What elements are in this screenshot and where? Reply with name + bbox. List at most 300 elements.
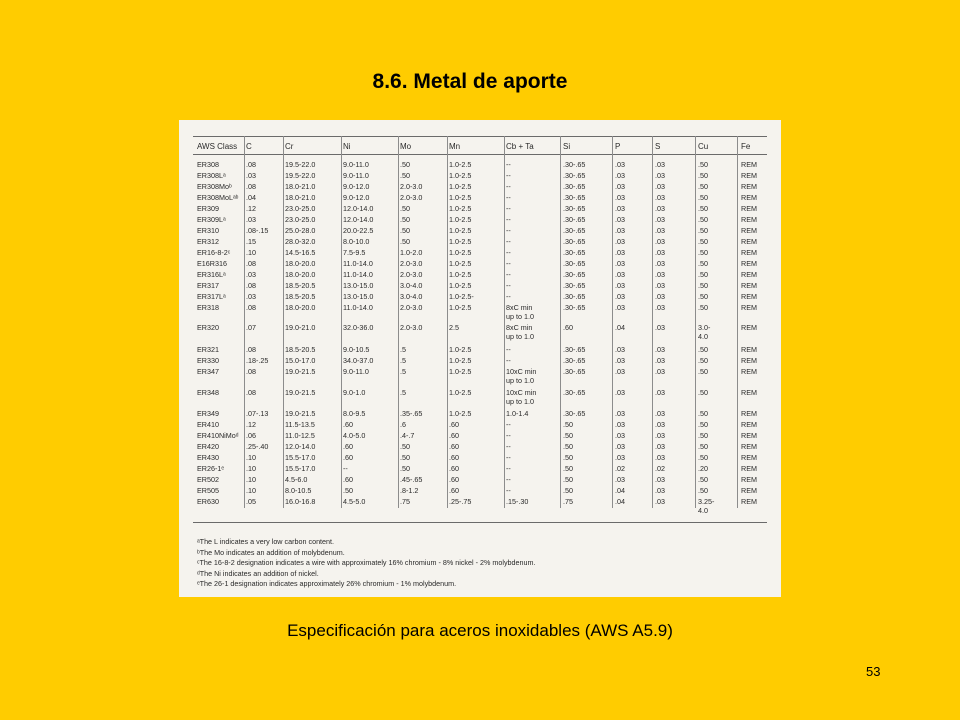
- table-cell: 1.0-2.5: [449, 226, 472, 235]
- table-cell: .03: [655, 475, 665, 484]
- table-cell: .03: [655, 292, 665, 301]
- table-cell: .30-.65: [563, 248, 586, 257]
- table-cell: 7.5-9.5: [343, 248, 366, 257]
- table-cell: 15.5-17.0: [285, 453, 316, 462]
- table-cell: .50: [698, 475, 708, 484]
- table-cell: .08: [246, 303, 256, 312]
- table-cell: .08: [246, 160, 256, 169]
- table-cell: 2.0-3.0: [400, 270, 423, 279]
- table-cell: .15-.30: [506, 497, 529, 506]
- table-cell: 2.0-3.0: [400, 323, 423, 332]
- table-cell: .50: [400, 464, 410, 473]
- table-cell: REM: [741, 259, 757, 268]
- table-cell: .50: [698, 226, 708, 235]
- table-cell: .5: [400, 367, 406, 376]
- table-cell: 23.0-25.0: [285, 204, 316, 213]
- table-cell: REM: [741, 193, 757, 202]
- table-cell: 1.0-2.5: [449, 248, 472, 257]
- column-header: Si: [563, 142, 571, 151]
- table-cell: 18.5-20.5: [285, 292, 316, 301]
- table-cell: 3.0- 4.0: [698, 323, 711, 341]
- table-cell: REM: [741, 409, 757, 418]
- row-class-cell: ER309Lᵃ: [197, 215, 226, 224]
- table-cell: .03: [246, 171, 256, 180]
- row-class-cell: ER420: [197, 442, 219, 451]
- table-cell: 14.5-16.5: [285, 248, 316, 257]
- row-class-cell: ER505: [197, 486, 219, 495]
- table-cell: .30-.65: [563, 171, 586, 180]
- table-cell: .50: [698, 453, 708, 462]
- table-cell: .30-.65: [563, 388, 586, 397]
- table-cell: .50: [563, 431, 573, 440]
- table-top-rule: [193, 136, 767, 137]
- table-cell: .03: [246, 215, 256, 224]
- table-cell: .08: [246, 345, 256, 354]
- table-cell: .02: [655, 464, 665, 473]
- table-cell: .50: [698, 237, 708, 246]
- row-class-cell: ER310: [197, 226, 219, 235]
- row-class-cell: ER430: [197, 453, 219, 462]
- column-header: S: [655, 142, 661, 151]
- footnote: ᵃThe L indicates a very low carbon content.: [197, 537, 335, 546]
- table-cell: .25-.40: [246, 442, 269, 451]
- table-cell: .50: [563, 464, 573, 473]
- table-cell: .60: [449, 453, 459, 462]
- table-cell: .12: [246, 420, 256, 429]
- table-cell: --: [506, 259, 511, 268]
- table-cell: .50: [698, 367, 708, 376]
- table-cell: .50: [698, 160, 708, 169]
- table-cell: --: [506, 204, 511, 213]
- table-cell: .30-.65: [563, 270, 586, 279]
- table-cell: REM: [741, 182, 757, 191]
- table-cell: .50: [698, 259, 708, 268]
- row-class-cell: ER312: [197, 237, 219, 246]
- table-cell: .07-.13: [246, 409, 269, 418]
- table-cell: 19.5-22.0: [285, 160, 316, 169]
- table-cell: .03: [615, 281, 625, 290]
- table-cell: .30-.65: [563, 226, 586, 235]
- table-cell: .03: [655, 281, 665, 290]
- table-cell: 16.0-16.8: [285, 497, 316, 506]
- table-cell: 1.0-2.5: [449, 281, 472, 290]
- table-cell: .50: [698, 215, 708, 224]
- table-cell: .03: [655, 486, 665, 495]
- table-cell: 1.0-2.5: [449, 204, 472, 213]
- table-cell: 9.0-12.0: [343, 182, 370, 191]
- table-cell: 23.0-25.0: [285, 215, 316, 224]
- table-cell: .50: [698, 281, 708, 290]
- row-class-cell: ER349: [197, 409, 219, 418]
- row-class-cell: ER630: [197, 497, 219, 506]
- table-cell: REM: [741, 356, 757, 365]
- table-cell: .02: [615, 464, 625, 473]
- table-cell: 9.0-12.0: [343, 193, 370, 202]
- table-cell: --: [506, 171, 511, 180]
- column-header: Mo: [400, 142, 412, 151]
- table-cell: .08: [246, 281, 256, 290]
- column-header: C: [246, 142, 252, 151]
- table-cell: .10: [246, 248, 256, 257]
- table-cell: .04: [246, 193, 256, 202]
- table-cell: REM: [741, 431, 757, 440]
- table-cell: 18.0-20.0: [285, 303, 316, 312]
- table-cell: .30-.65: [563, 303, 586, 312]
- table-cell: .50: [698, 292, 708, 301]
- table-cell: .03: [615, 248, 625, 257]
- table-cell: .60: [449, 442, 459, 451]
- table-cell: .50: [563, 420, 573, 429]
- table-cell: REM: [741, 248, 757, 257]
- row-class-cell: ER309: [197, 204, 219, 213]
- table-cell: .03: [655, 259, 665, 268]
- table-cell: .30-.65: [563, 160, 586, 169]
- table-cell: 15.0-17.0: [285, 356, 316, 365]
- table-cell: 2.0-3.0: [400, 303, 423, 312]
- table-cell: .25-.75: [449, 497, 472, 506]
- table-cell: .08: [246, 182, 256, 191]
- table-cell: .08: [246, 388, 256, 397]
- table-cell: 1.0-2.5: [449, 367, 472, 376]
- table-cell: .50: [698, 431, 708, 440]
- table-cell: .60: [449, 431, 459, 440]
- table-cell: .45-.65: [400, 475, 423, 484]
- table-cell: .03: [655, 248, 665, 257]
- column-divider: [447, 136, 448, 508]
- table-cell: .03: [655, 303, 665, 312]
- table-cell: .50: [563, 442, 573, 451]
- table-cell: 18.0-20.0: [285, 270, 316, 279]
- table-cell: .08-.15: [246, 226, 269, 235]
- table-cell: REM: [741, 442, 757, 451]
- table-cell: 1.0-2.5: [449, 215, 472, 224]
- table-cell: .03: [655, 345, 665, 354]
- table-cell: .50: [563, 486, 573, 495]
- table-cell: .50: [698, 204, 708, 213]
- table-cell: .03: [655, 367, 665, 376]
- table-cell: 4.5-6.0: [285, 475, 308, 484]
- table-cell: 4.5-5.0: [343, 497, 366, 506]
- table-cell: 18.0-21.0: [285, 182, 316, 191]
- table-cell: 13.0-15.0: [343, 281, 374, 290]
- table-cell: 11.0-14.0: [343, 270, 373, 279]
- table-cell: 1.0-2.5: [449, 160, 472, 169]
- table-cell: 1.0-2.5: [449, 270, 472, 279]
- table-cell: --: [506, 442, 511, 451]
- table-cell: .03: [655, 497, 665, 506]
- table-cell: REM: [741, 323, 757, 332]
- table-cell: .50: [400, 204, 410, 213]
- table-cell: .03: [655, 215, 665, 224]
- row-class-cell: ER308MoLᵃᵇ: [197, 193, 239, 202]
- table-cell: .30-.65: [563, 409, 586, 418]
- footnote: ᶜThe 16-8-2 designation indicates a wire with approximately 16% chromium - 8% nickel - 2% molybdenum.: [197, 558, 536, 567]
- row-class-cell: ER308Moᵇ: [197, 182, 232, 191]
- table-header-rule: [193, 154, 767, 155]
- table-cell: 19.5-22.0: [285, 171, 316, 180]
- table-cell: REM: [741, 292, 757, 301]
- table-cell: .30-.65: [563, 182, 586, 191]
- table-cell: .5: [400, 356, 406, 365]
- column-header: Cu: [698, 142, 709, 151]
- row-class-cell: ER26-1ᵉ: [197, 464, 225, 473]
- table-cell: .03: [655, 323, 665, 332]
- table-cell: --: [506, 215, 511, 224]
- table-cell: .03: [655, 204, 665, 213]
- table-cell: 11.5-13.5: [285, 420, 315, 429]
- table-cell: .03: [655, 160, 665, 169]
- footnote: ᵇThe Mo indicates an addition of molybdenum.: [197, 547, 345, 557]
- table-cell: REM: [741, 345, 757, 354]
- table-cell: 12.0-14.0: [285, 442, 316, 451]
- table-cell: 1.0-2.5: [449, 388, 472, 397]
- table-cell: .35-.65: [400, 409, 423, 418]
- table-cell: --: [506, 475, 511, 484]
- row-class-cell: ER330: [197, 356, 219, 365]
- table-cell: 9.0-11.0: [343, 367, 369, 376]
- table-cell: .06: [246, 431, 256, 440]
- table-cell: 9.0-11.0: [343, 171, 369, 180]
- table-cell: .50: [698, 388, 708, 397]
- column-header: Ni: [343, 142, 351, 151]
- table-cell: 12.0-14.0: [343, 204, 374, 213]
- table-cell: 9.0-10.5: [343, 345, 370, 354]
- table-cell: .03: [655, 171, 665, 180]
- table-cell: REM: [741, 171, 757, 180]
- table-cell: .20: [698, 464, 708, 473]
- table-cell: 11.0-14.0: [343, 303, 373, 312]
- table-cell: .60: [449, 486, 459, 495]
- column-divider: [398, 136, 399, 508]
- table-cell: 19.0-21.5: [285, 388, 316, 397]
- table-cell: .03: [655, 270, 665, 279]
- column-divider: [652, 136, 653, 508]
- row-class-cell: ER320: [197, 323, 219, 332]
- table-cell: .03: [615, 409, 625, 418]
- table-cell: .50: [698, 248, 708, 257]
- table-cell: .03: [615, 367, 625, 376]
- table-cell: .04: [615, 486, 625, 495]
- table-cell: .12: [246, 204, 256, 213]
- table-cell: .03: [615, 182, 625, 191]
- column-header: Cb + Ta: [506, 142, 534, 151]
- column-divider: [244, 136, 245, 508]
- table-cell: .03: [615, 259, 625, 268]
- table-cell: .50: [698, 442, 708, 451]
- table-cell: .03: [655, 182, 665, 191]
- table-cell: .03: [655, 420, 665, 429]
- table-cell: 15.5-17.0: [285, 464, 316, 473]
- table-cell: .03: [655, 388, 665, 397]
- table-cell: 4.0-5.0: [343, 431, 366, 440]
- table-cell: 19.0-21.5: [285, 367, 316, 376]
- table-cell: 19.0-21.5: [285, 409, 316, 418]
- table-cell: 8xC min up to 1.0: [506, 303, 534, 321]
- table-cell: .03: [615, 237, 625, 246]
- table-cell: .03: [655, 431, 665, 440]
- table-cell: --: [506, 182, 511, 191]
- table-cell: REM: [741, 388, 757, 397]
- table-cell: 9.0-1.0: [343, 388, 366, 397]
- table-cell: 2.0-3.0: [400, 259, 423, 268]
- table-cell: REM: [741, 453, 757, 462]
- table-cell: .30-.65: [563, 193, 586, 202]
- table-cell: .60: [449, 464, 459, 473]
- row-class-cell: ER502: [197, 475, 219, 484]
- table-cell: .4-.7: [400, 431, 415, 440]
- table-cell: REM: [741, 475, 757, 484]
- table-cell: .10: [246, 486, 256, 495]
- table-cell: REM: [741, 237, 757, 246]
- table-cell: .30-.65: [563, 215, 586, 224]
- table-cell: 12.0-14.0: [343, 215, 374, 224]
- table-cell: .50: [400, 442, 410, 451]
- table-cell: .15: [246, 237, 256, 246]
- table-cell: .50: [698, 193, 708, 202]
- column-header: Fe: [741, 142, 751, 151]
- table-cell: .30-.65: [563, 204, 586, 213]
- table-cell: .03: [615, 204, 625, 213]
- table-cell: 28.0-32.0: [285, 237, 316, 246]
- table-cell: .50: [400, 226, 410, 235]
- table-cell: .5: [400, 345, 406, 354]
- table-cell: .03: [655, 453, 665, 462]
- table-cell: .03: [615, 160, 625, 169]
- column-header: Mn: [449, 142, 461, 151]
- table-cell: .04: [615, 497, 625, 506]
- table-cell: REM: [741, 281, 757, 290]
- column-header: P: [615, 142, 621, 151]
- table-cell: 3.0-4.0: [400, 281, 423, 290]
- table-cell: --: [506, 431, 511, 440]
- table-cell: 1.0-2.5-: [449, 292, 474, 301]
- table-cell: --: [506, 292, 511, 301]
- row-class-cell: ER318: [197, 303, 219, 312]
- table-cell: REM: [741, 420, 757, 429]
- table-cell: .50: [698, 356, 708, 365]
- table-cell: 1.0-2.5: [449, 259, 472, 268]
- table-cell: REM: [741, 303, 757, 312]
- table-cell: .50: [400, 171, 410, 180]
- table-cell: 34.0-37.0: [343, 356, 374, 365]
- table-cell: .30-.65: [563, 259, 586, 268]
- table-cell: .03: [615, 431, 625, 440]
- table-cell: --: [506, 237, 511, 246]
- table-cell: .03: [246, 270, 256, 279]
- table-cell: 1.0-2.5: [449, 356, 472, 365]
- table-cell: .10: [246, 453, 256, 462]
- table-cell: 19.0-21.0: [285, 323, 316, 332]
- column-divider: [612, 136, 613, 508]
- table-cell: .03: [615, 388, 625, 397]
- table-cell: 18.0-21.0: [285, 193, 316, 202]
- table-cell: .60: [449, 420, 459, 429]
- table-cell: 1.0-2.5: [449, 303, 472, 312]
- table-cell: .04: [615, 323, 625, 332]
- table-cell: .03: [655, 442, 665, 451]
- row-class-cell: E16R316: [197, 259, 227, 268]
- table-cell: .08: [246, 367, 256, 376]
- table-cell: --: [506, 486, 511, 495]
- table-cell: .50: [698, 486, 708, 495]
- table-cell: .03: [655, 226, 665, 235]
- slide-title: 8.6. Metal de aporte: [372, 70, 568, 93]
- table-cell: .18-.25: [246, 356, 269, 365]
- table-cell: 11.0-14.0: [343, 259, 373, 268]
- row-class-cell: ER321: [197, 345, 219, 354]
- row-class-cell: ER410NiMoᵈ: [197, 431, 239, 440]
- table-cell: .07: [246, 323, 256, 332]
- table-cell: 2.0-3.0: [400, 193, 423, 202]
- table-cell: REM: [741, 486, 757, 495]
- table-cell: .50: [400, 160, 410, 169]
- table-cell: REM: [741, 270, 757, 279]
- table-cell: REM: [741, 464, 757, 473]
- table-cell: .03: [615, 442, 625, 451]
- table-cell: .75: [563, 497, 573, 506]
- table-cell: REM: [741, 367, 757, 376]
- table-cell: .03: [615, 215, 625, 224]
- table-cell: .60: [563, 323, 573, 332]
- table-cell: .75: [400, 497, 410, 506]
- table-cell: --: [506, 420, 511, 429]
- column-divider: [695, 136, 696, 508]
- table-cell: .50: [563, 453, 573, 462]
- table-cell: .8-1.2: [400, 486, 419, 495]
- table-cell: 18.5-20.5: [285, 281, 316, 290]
- table-cell: 1.0-2.5: [449, 237, 472, 246]
- footnote: ᵉThe 26-1 designation indicates approximately 26% chromium - 1% molybdenum.: [197, 579, 457, 588]
- table-cell: .60: [449, 475, 459, 484]
- table-cell: 25.0-28.0: [285, 226, 316, 235]
- table-cell: .60: [343, 475, 353, 484]
- table-cell: 13.0-15.0: [343, 292, 374, 301]
- table-cell: --: [506, 160, 511, 169]
- table-cell: .50: [698, 303, 708, 312]
- table-cell: .03: [615, 292, 625, 301]
- table-cell: --: [506, 281, 511, 290]
- table-cell: 2.5: [449, 323, 459, 332]
- column-divider: [341, 136, 342, 508]
- table-cell: .30-.65: [563, 356, 586, 365]
- column-header: AWS Class: [197, 142, 238, 151]
- table-cell: 18.5-20.5: [285, 345, 316, 354]
- row-class-cell: ER308Lᵃ: [197, 171, 226, 180]
- column-divider: [560, 136, 561, 508]
- table-cell: .5: [400, 388, 406, 397]
- table-cell: 10xC min up to 1.0: [506, 367, 537, 385]
- scanned-composition-table: [179, 120, 781, 597]
- slide-caption: Especificación para aceros inoxidables (AWS A5.9): [287, 621, 673, 640]
- table-cell: 32.0-36.0: [343, 323, 374, 332]
- table-cell: .03: [655, 193, 665, 202]
- table-cell: .30-.65: [563, 345, 586, 354]
- table-cell: .03: [615, 475, 625, 484]
- table-cell: --: [506, 464, 511, 473]
- column-divider: [504, 136, 505, 508]
- table-cell: --: [506, 356, 511, 365]
- table-cell: 3.0-4.0: [400, 292, 423, 301]
- table-cell: .10: [246, 475, 256, 484]
- table-cell: .50: [698, 270, 708, 279]
- table-cell: .50: [400, 237, 410, 246]
- table-cell: .03: [655, 356, 665, 365]
- table-cell: .03: [615, 303, 625, 312]
- table-cell: .30-.65: [563, 237, 586, 246]
- footnote: ᵈThe Ni indicates an addition of nickel.: [197, 568, 319, 578]
- table-cell: .50: [698, 171, 708, 180]
- table-cell: .30-.65: [563, 281, 586, 290]
